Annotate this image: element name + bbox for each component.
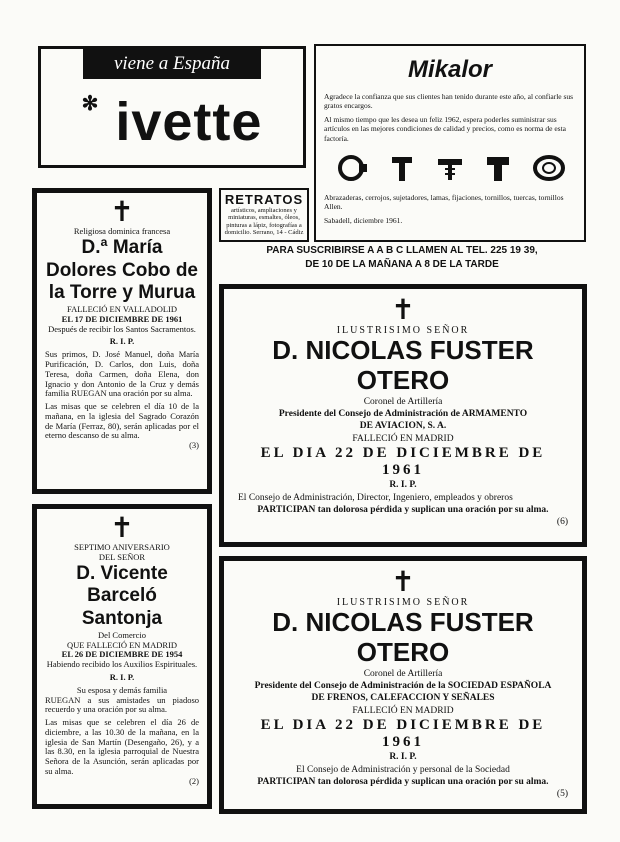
cross-icon: ✝ <box>391 567 415 598</box>
obit4-rip: R. I. P. <box>389 752 417 763</box>
ivette-brand-text: ivette <box>115 92 263 152</box>
obit3-title: ILUSTRISIMO SEÑOR <box>336 325 470 336</box>
obit4-name: D. NICOLAS FUSTER OTERO <box>272 607 534 667</box>
obit4-l1: Coronel de Artillería <box>363 668 443 679</box>
obit4-title: ILUSTRISIMO SEÑOR <box>336 597 470 608</box>
mikalor-name: Mikalor <box>407 56 493 83</box>
ring-clamp-icon <box>531 153 567 183</box>
obituary-cobo <box>32 188 212 494</box>
subscription-notice <box>222 244 582 276</box>
obit2-num: (2) <box>189 775 199 786</box>
obit2-name: D. Vicente Barceló Santonja <box>76 562 168 630</box>
obit4-l6: PARTICIPAN tan dolorosa pérdida y suplican una oración por su alma. <box>257 776 549 787</box>
obit1-body2: Las misas que se celebren el día 10 de la mañana, en la iglesia del Sagrado Corazón de María (Ferraz, 80), serán aplicadas por el eterno descanso de su alma. <box>45 401 199 441</box>
obit3-l4: FALLECIÓ EN MADRID <box>352 433 454 444</box>
obit2-l1: SEPTIMO ANIVERSARIO <box>74 542 170 552</box>
obit2-l3: Del Comercio <box>98 629 146 640</box>
obit3-l3: DE AVIACION, S. A. <box>359 421 447 432</box>
obit3-name: D. NICOLAS FUSTER OTERO <box>272 335 534 395</box>
obituary-fuster-armamento <box>219 284 587 547</box>
mikalor-ad <box>314 44 586 242</box>
obit3-rip: R. I. P. <box>389 480 417 491</box>
mikalor-products <box>324 153 576 183</box>
obit1-body: Sus primos, D. José Manuel, doña María Purificación, D. Carlos, don Luis, doña Teresa, doña Carmen, doña Elena, don Ignacio y don Antonio de la Cruz y demás familia RUEGAN una oración por su alma. <box>45 349 199 399</box>
obituary-barcelo <box>32 504 212 809</box>
retratos-body: artísticos, ampliaciones y miniaturas, esmaltes, óleos, pinturas a lápiz, fotografías a domicilio. Serrano, 14 - Cádiz <box>224 207 304 237</box>
obit2-l2: DEL SEÑOR <box>98 551 146 562</box>
obit1-l3: EL 17 DE DICIEMBRE DE 1961 <box>61 313 183 324</box>
obit2-body: RUEGAN a sus amistades un piadoso recuerdo y una oración por su alma. <box>45 694 199 715</box>
retratos-ad <box>219 188 309 242</box>
obit3-l6: PARTICIPAN tan dolorosa pérdida y suplican una oración por su alma. <box>257 504 549 515</box>
obituary-fuster-frenos <box>219 556 587 814</box>
obit3-date: EL DIA 22 DE DICIEMBRE DE 1961 <box>260 445 546 479</box>
ivette-tagline: viene a España <box>83 49 261 79</box>
obit3-l1: Coronel de Artillería <box>363 396 443 407</box>
obit4-date: EL DIA 22 DE DICIEMBRE DE 1961 <box>260 717 546 751</box>
obit4-num: (5) <box>556 789 568 800</box>
flower-icon: ✻ <box>81 93 100 115</box>
obit4-l2: Presidente del Consejo de Administración de la SOCIEDAD ESPAÑOLA <box>254 681 552 692</box>
obit3-l5: El Consejo de Administración, Director, Ingeniero, empleados y obreros <box>238 492 513 503</box>
clamp-icon <box>333 153 369 183</box>
obit2-l4: QUE FALLECIÓ EN MADRID <box>66 639 178 650</box>
obit2-l7: Su esposa y demás familia <box>76 684 168 695</box>
obit2-rip: R. I. P. <box>109 671 135 682</box>
obit2-l5: EL 26 DE DICIEMBRE DE 1954 <box>61 649 183 660</box>
obit2-l6: Habiendo recibido los Auxilios Espirituales. <box>46 659 198 670</box>
cross-icon: ✝ <box>391 295 415 326</box>
mikalor-p4: Sabadell, diciembre 1961. <box>324 215 403 225</box>
cross-icon: ✝ <box>110 513 134 544</box>
cross-icon: ✝ <box>110 197 134 228</box>
screw-icon <box>435 153 465 183</box>
obit1-name: D.ª María Dolores Cobo de la Torre y Murua <box>45 236 198 304</box>
mikalor-p2: Al mismo tiempo que les desea un feliz 1962, espera poderles suministrar sus artículos en las mejores condiciones de calidad y precios, como es norma de esta factoría. <box>324 114 566 143</box>
mikalor-p1: Agradece la confianza que sus clientes han tenido durante este año, al confiarle sus gratos encargos. <box>324 92 574 111</box>
subscribe-line1: PARA SUSCRIBIRSE A A B C LLAMEN AL TEL. 225 19 39, <box>266 245 538 256</box>
fastener-icon <box>483 153 513 183</box>
retratos-title: RETRATOS <box>224 192 304 207</box>
ivette-ad <box>38 46 306 168</box>
obit4-l3: DE FRENOS, CALEFACCION Y SEÑALES <box>311 693 495 704</box>
obit1-l2: FALLECIÓ EN VALLADOLID <box>66 304 178 315</box>
subscribe-line2: DE 10 DE LA MAÑANA A 8 DE LA TARDE <box>305 258 499 270</box>
ivette-brand <box>41 91 303 153</box>
obit4-l4: FALLECIÓ EN MADRID <box>352 705 454 716</box>
bolt-icon <box>387 153 417 183</box>
obit1-l4: Después de recibir los Santos Sacramentos. <box>48 323 196 334</box>
obit2-body2: Las misas que se celebren el día 26 de diciembre, a las 10.30 de la mañana, en la iglesia de San Martín (Desengaño, 26), y a las 8.30, en la iglesia parroquial de Nuestra Señora de la Asunción, serán aplicadas por su alma. <box>45 717 199 776</box>
obit3-num: (6) <box>556 517 568 528</box>
obit1-rip: R. I. P. <box>109 336 135 347</box>
obit4-l5: El Consejo de Administración y personal de la Sociedad <box>296 764 510 775</box>
obit1-num: (3) <box>189 440 199 451</box>
obit1-l1: Religiosa dominica francesa <box>73 226 171 236</box>
mikalor-p3: Abrazaderas, cerrojos, sujetadores, lamas, fijaciones, tornillos, tuercas, tornillos Allen. <box>324 192 564 212</box>
obit3-l2: Presidente del Consejo de Administración de ARMAMENTO <box>278 409 528 420</box>
